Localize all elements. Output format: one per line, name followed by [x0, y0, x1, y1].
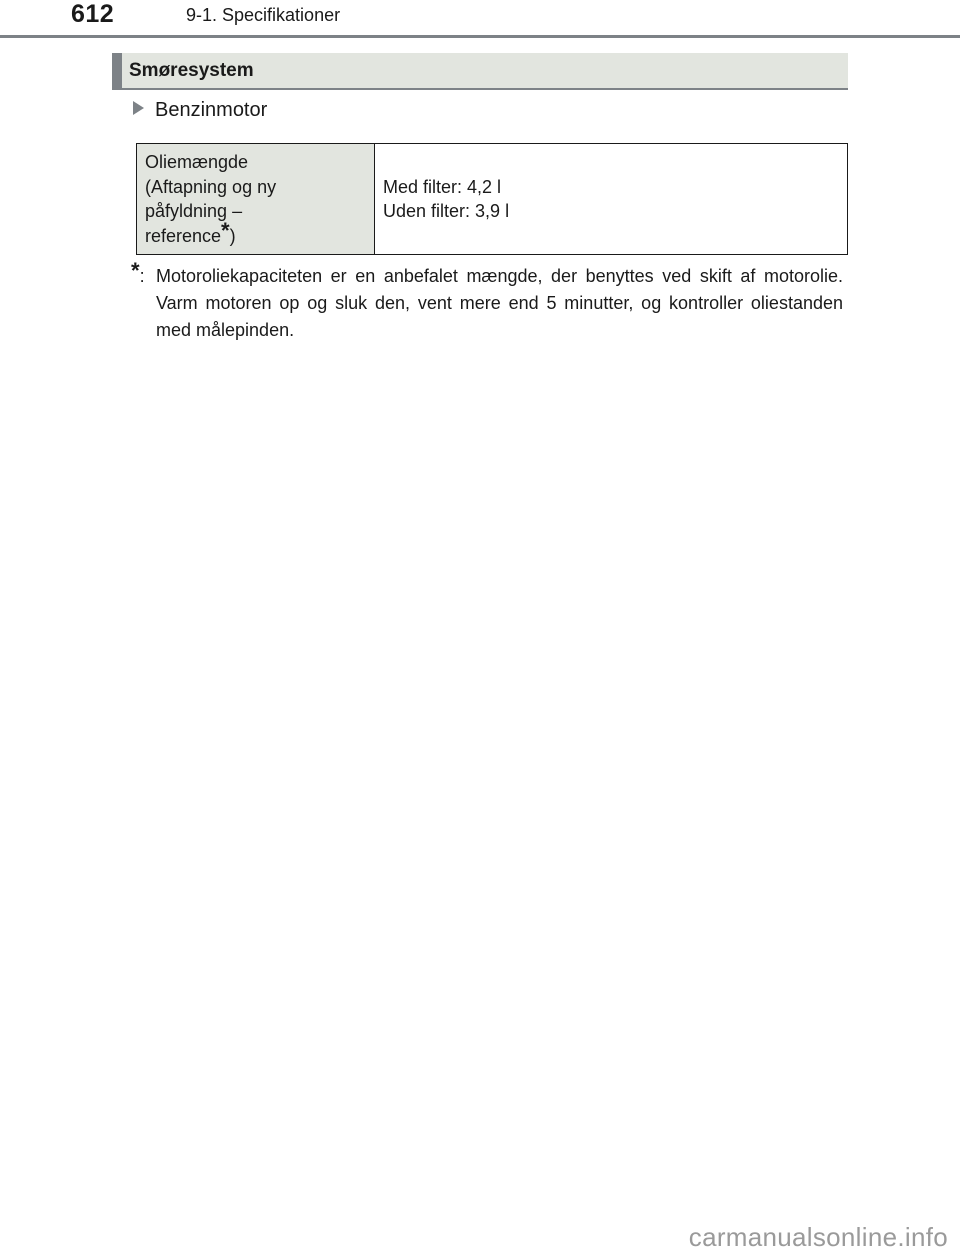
value-line: Med filter: 4,2 l [383, 176, 502, 197]
table-row [137, 144, 848, 255]
table-value-cell [375, 144, 848, 255]
watermark: carmanualsonline.info [688, 1222, 948, 1252]
value-line: Uden filter: 3,9 l [383, 201, 510, 221]
page-number: 612 [71, 0, 115, 28]
label-reference-text: reference [145, 225, 222, 246]
section-bar-accent [112, 53, 122, 88]
chapter-title: 9-1. Specifikationer [186, 5, 341, 25]
table-label-cell [137, 144, 375, 255]
label-line: Oliemængde [145, 152, 249, 172]
subsection-heading [133, 99, 267, 122]
footnote [131, 258, 843, 344]
section-heading-bar [112, 53, 848, 90]
asterisk-mark: * [131, 258, 140, 283]
label-close-paren: ) [229, 225, 236, 246]
label-line [145, 217, 366, 249]
oil-capacity-table [136, 143, 848, 255]
footnote-marker [131, 258, 145, 290]
header-rule [0, 35, 960, 38]
footnote-text: Motoroliekapaciteten er en anbefalet mængde, der benyttes ved skift af motorolie. Varm motoren op og sluk den, vent mere end 5 minutter, og kontroller oliestanden med målepinden. [156, 266, 843, 340]
subsection-title: Benzinmotor [155, 99, 268, 121]
asterisk-mark: * [221, 217, 230, 243]
label-line: påfyldning – [145, 201, 243, 221]
triangle-right-icon [133, 101, 144, 115]
footnote-colon: : [139, 266, 145, 286]
label-line: (Aftapning og ny [145, 176, 277, 197]
section-title: Smøresystem [129, 60, 254, 81]
